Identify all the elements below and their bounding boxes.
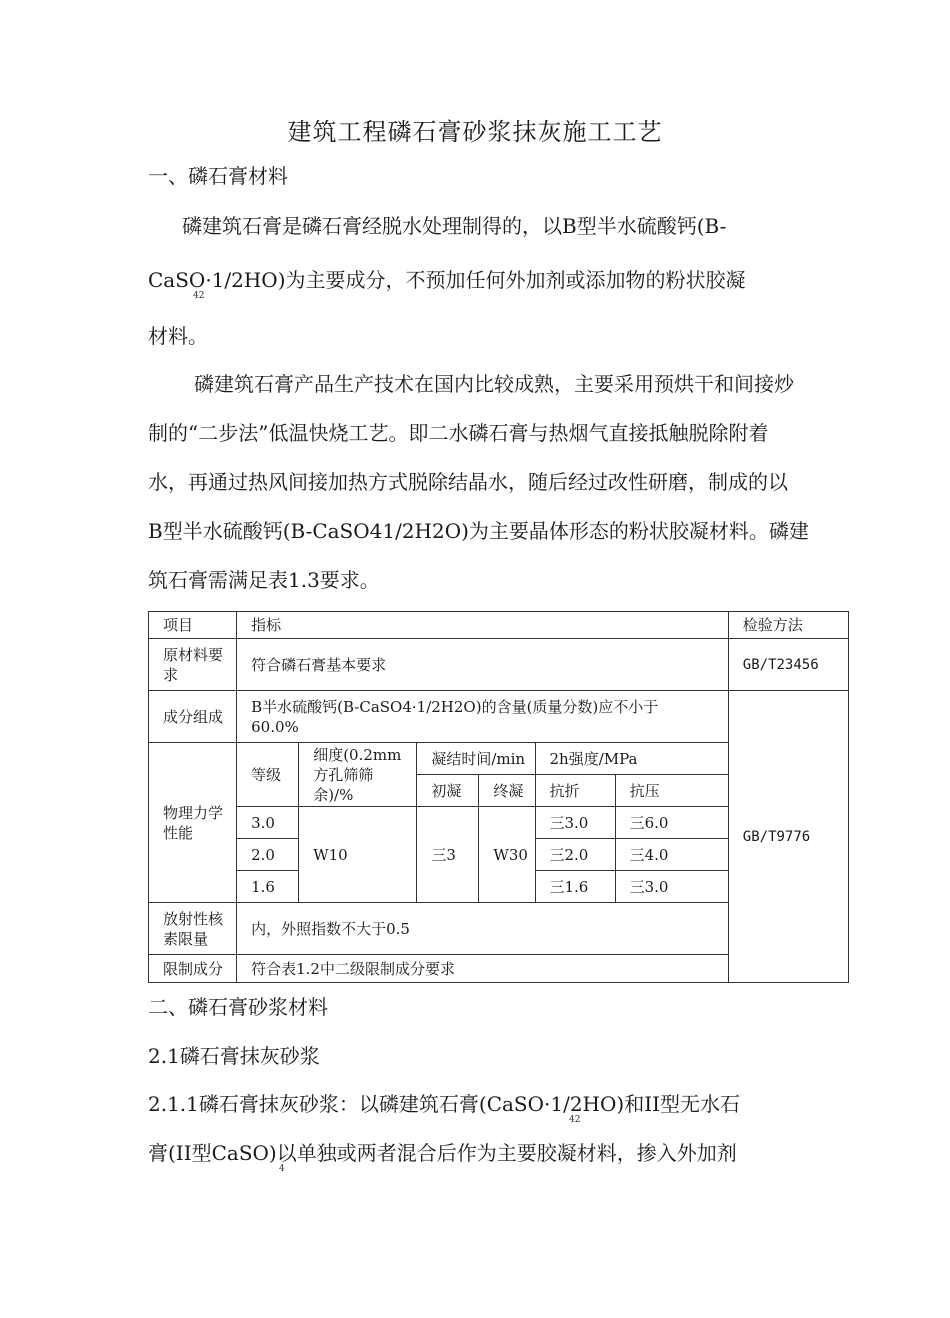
paragraph-line: CaSO·1/2HO)为主要成分，不预加任何外加剂或添加物的粉状胶凝 [148, 268, 746, 292]
subscript-note: 4 [279, 1164, 285, 1174]
setting-label: 凝结时间/min [417, 743, 535, 775]
paragraph-line: 筑石膏需满足表1.3要求。 [148, 568, 380, 592]
page-title: 建筑工程磷石膏砂浆抹灰施工工艺 [287, 118, 663, 146]
flex-value: 三3.0 [535, 807, 615, 839]
final-label: 终凝 [479, 775, 535, 807]
section-2-heading: 二、磷石膏砂浆材料 [148, 995, 328, 1019]
composition-item: 成分组成 [149, 691, 237, 743]
paragraph-line: B型半水硫酸钙(B-CaSO41/2H2O)为主要晶体形态的粉状胶凝材料。磷建 [148, 519, 809, 543]
comp-label: 抗压 [615, 775, 728, 807]
table-header-row [149, 612, 849, 639]
raw-method: GB/T23456 [728, 639, 848, 691]
radio-item: 放射性核素限量 [149, 903, 237, 955]
grade-label: 等级 [237, 743, 299, 807]
grade-value: 2.0 [237, 839, 299, 871]
header-method: 检验方法 [728, 612, 848, 639]
grade-value: 3.0 [237, 807, 299, 839]
subscript-note: 42 [193, 291, 205, 301]
flex-value: 三2.0 [535, 839, 615, 871]
final-value: W30 [479, 807, 535, 903]
physical-method: GB/T9776 [728, 691, 848, 983]
initial-label: 初凝 [417, 775, 479, 807]
comp-value: 三6.0 [615, 807, 728, 839]
paragraph-line: 2.1.1磷石膏抹灰砂浆：以磷建筑石膏(CaSO·1/2HO)和II型无水石 [148, 1092, 741, 1116]
section-2-1-heading: 2.1磷石膏抹灰砂浆 [148, 1044, 320, 1068]
limit-value: 符合表1.2中二级限制成分要求 [237, 955, 729, 983]
physical-item: 物理力学性能 [149, 743, 237, 903]
grade-value: 1.6 [237, 871, 299, 903]
paragraph-line: 水，再通过热风间接加热方式脱除结晶水，随后经过改性研磨，制成的以 [148, 470, 788, 494]
paragraph-line: 磷建筑石膏是磷石膏经脱水处理制得的，以B型半水硫酸钙(B- [182, 214, 727, 238]
header-item: 项目 [149, 612, 237, 639]
limit-item: 限制成分 [149, 955, 237, 983]
radio-value: 内，外照指数不大于0.5 [237, 903, 729, 955]
paragraph-line: 制的“二步法”低温快烧工艺。即二水磷石膏与热烟气直接抵触脱除附着 [148, 421, 769, 445]
gypsum-spec-table [148, 611, 849, 983]
paragraph-line: 材料。 [148, 324, 208, 348]
raw-value: 符合磷石膏基本要求 [237, 639, 729, 691]
table-row [149, 691, 849, 743]
paragraph-line: 膏(II型CaSO)以单独或两者混合后作为主要胶凝材料，掺入外加剂 [148, 1141, 737, 1165]
comp-value: 三4.0 [615, 839, 728, 871]
table-row [149, 639, 849, 691]
section-1-heading: 一、磷石膏材料 [148, 164, 288, 188]
flex-label: 抗折 [535, 775, 615, 807]
subscript-note: 42 [569, 1115, 581, 1125]
composition-value: B半水硫酸钙(B-CaSO4·1/2H2O)的含量(质量分数)应不小于60.0% [237, 691, 729, 743]
paragraph-line: 磷建筑石膏产品生产技术在国内比较成熟，主要采用预烘干和间接炒 [194, 372, 794, 396]
fineness-value: W10 [299, 807, 417, 903]
initial-value: 三3 [417, 807, 479, 903]
comp-value: 三3.0 [615, 871, 728, 903]
header-index: 指标 [237, 612, 729, 639]
strength-label: 2h强度/MPa [535, 743, 728, 775]
flex-value: 三1.6 [535, 871, 615, 903]
fineness-label: 细度(0.2mm方孔筛筛余)/% [299, 743, 417, 807]
raw-item: 原材料要求 [149, 639, 237, 691]
